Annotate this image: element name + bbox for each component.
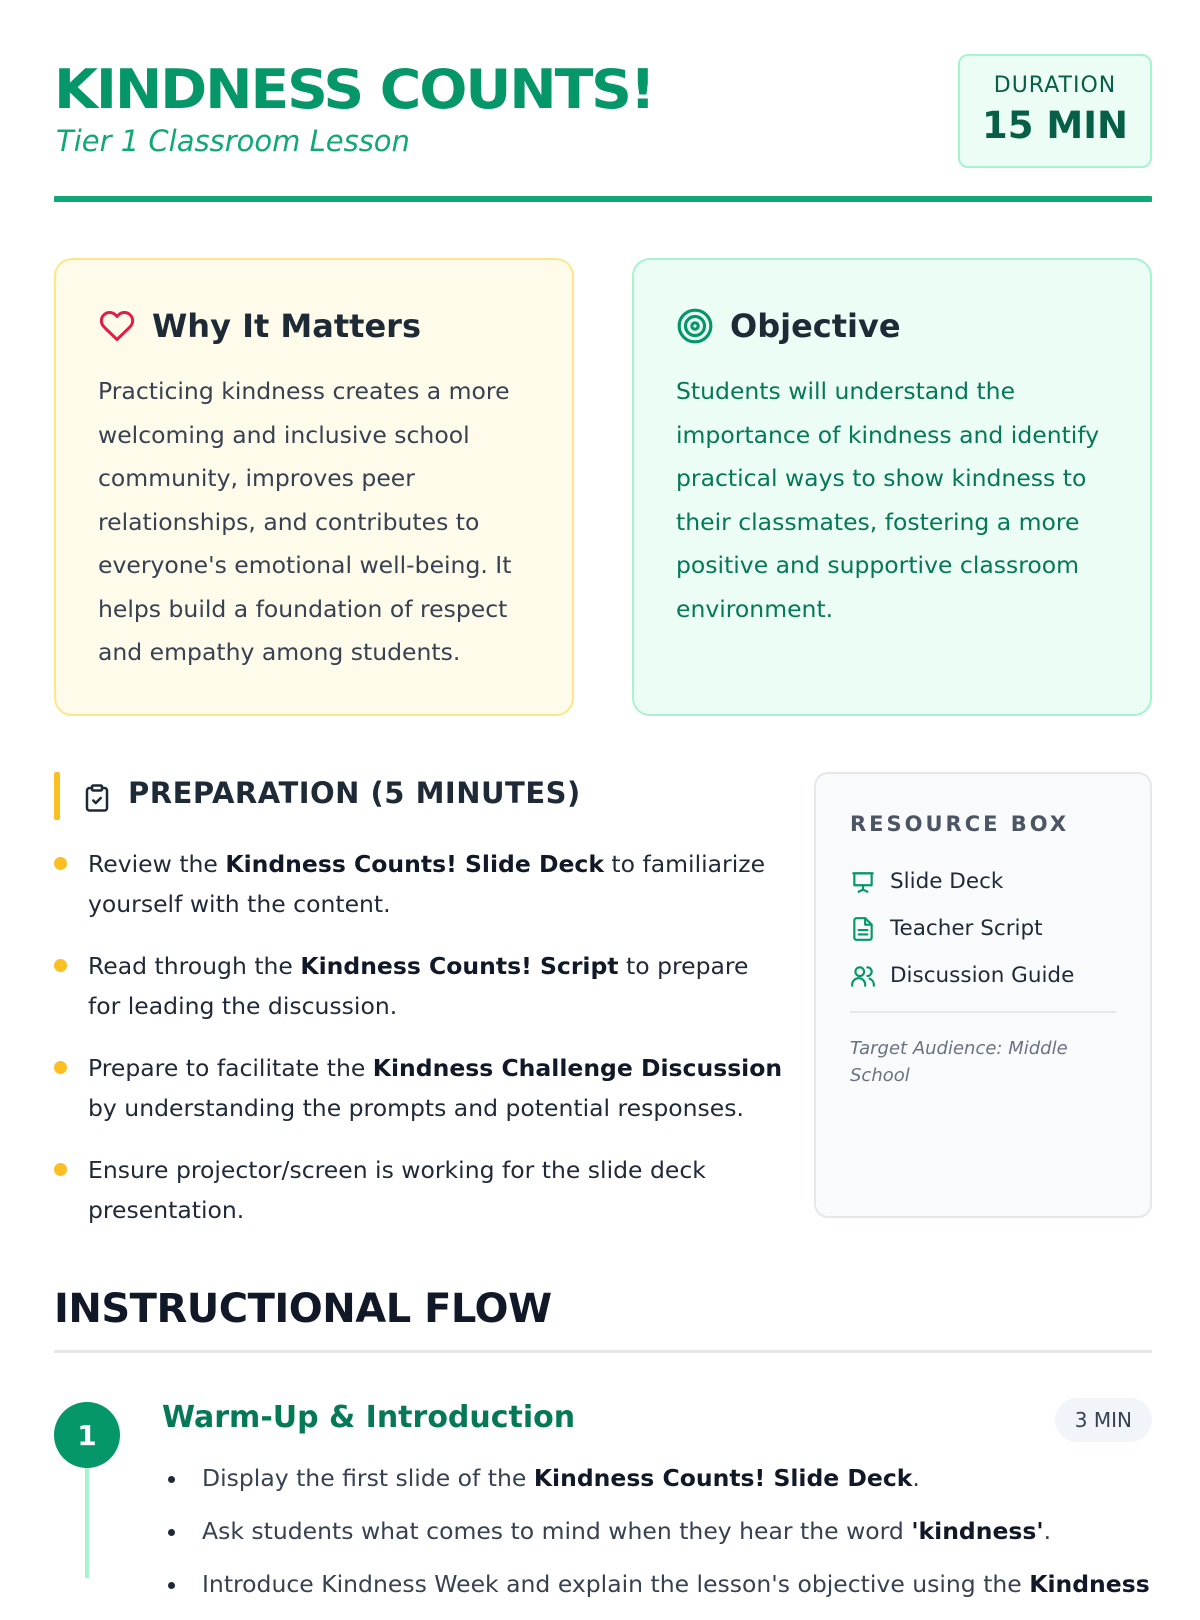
step-list xyxy=(162,1452,1152,1611)
why-body: Practicing kindness creates a more welcoming and inclusive school community, improves peer relationships, and contributes to everyone's emotional well-being. It helps build a foundation of respect and empathy among students. xyxy=(98,377,512,666)
page-subtitle: Tier 1 Classroom Lesson xyxy=(56,124,410,158)
step-time-badge: 3 MIN xyxy=(1055,1398,1152,1442)
list-item xyxy=(162,1452,1152,1505)
document-icon xyxy=(850,916,876,942)
bullet-dot xyxy=(54,1163,67,1176)
item-text: Introduce Kindness Week and explain the lesson's objective using the xyxy=(202,1570,1030,1598)
resource-list xyxy=(850,858,1116,999)
item-text: Read through the xyxy=(88,952,301,980)
list-item xyxy=(54,1150,784,1230)
resource-divider xyxy=(850,1011,1116,1013)
objective-title: Objective xyxy=(730,307,901,345)
target-audience-note: Target Audience: Middle School xyxy=(850,1038,1068,1086)
item-text: to familiarize yourself with the content. xyxy=(88,850,766,918)
resource-box-title: RESOURCE BOX xyxy=(850,812,1070,836)
objective-card xyxy=(632,258,1152,716)
preparation-title: PREPARATION (5 MINUTES) xyxy=(128,776,581,810)
header-divider xyxy=(54,196,1152,202)
list-item xyxy=(54,946,784,1026)
step-title: Warm-Up & Introduction xyxy=(162,1400,576,1435)
item-text: to prepare for leading the discussion. xyxy=(88,952,749,1020)
flow-divider xyxy=(54,1350,1152,1353)
bullet-dot xyxy=(54,857,67,870)
duration-value: 15 MIN xyxy=(982,104,1128,147)
resource-label: Slide Deck xyxy=(890,869,1004,894)
bullet-dot xyxy=(54,959,67,972)
item-emphasis: 'kindness' xyxy=(911,1517,1044,1545)
lesson-page xyxy=(54,0,1152,1598)
list-item xyxy=(162,1505,1152,1558)
resource-box xyxy=(814,772,1152,1218)
preparation-section xyxy=(54,772,784,1224)
item-text: Prepare to facilitate the xyxy=(88,1054,373,1082)
step-connector-line xyxy=(85,1468,89,1578)
step-number-badge: 1 xyxy=(54,1402,120,1468)
resource-label: Teacher Script xyxy=(890,916,1043,941)
lesson-header xyxy=(54,0,1152,200)
item-text: by understanding the prompts and potential responses. xyxy=(88,1094,744,1122)
bullet-dot xyxy=(54,1061,67,1074)
item-text: Ensure projector/screen is working for the slide deck presentation. xyxy=(88,1156,706,1224)
objective-body: Students will understand the importance of kindness and identify practical ways to show kindness to their classmates, fostering a more positive and supportive classroom environment. xyxy=(676,377,1100,623)
item-text: Ask students what comes to mind when they hear the word xyxy=(202,1517,912,1545)
instructional-flow-title: INSTRUCTIONAL FLOW xyxy=(54,1286,552,1332)
presentation-icon xyxy=(850,869,876,895)
item-emphasis: Kindness Counts! Slide Deck xyxy=(533,1464,913,1492)
why-it-matters-card xyxy=(54,258,574,716)
resource-item-discussion-guide[interactable] xyxy=(850,952,1116,999)
why-title: Why It Matters xyxy=(152,307,421,345)
item-emphasis: Kindness xyxy=(1029,1570,1150,1598)
item-emphasis: Kindness Challenge Discussion xyxy=(372,1054,783,1082)
preparation-accent-bar xyxy=(54,772,60,820)
resource-item-slide-deck[interactable] xyxy=(850,858,1116,905)
item-text: Review the xyxy=(88,850,226,878)
preparation-list xyxy=(54,844,784,1252)
page-title: KINDNESS COUNTS! xyxy=(54,58,654,121)
resource-item-teacher-script[interactable] xyxy=(850,905,1116,952)
users-icon xyxy=(850,963,876,989)
item-text: . xyxy=(912,1464,920,1492)
flow-step-1 xyxy=(54,1390,1152,1620)
duration-label: DURATION xyxy=(993,73,1117,98)
list-item xyxy=(54,844,784,924)
clipboard-check-icon xyxy=(82,782,112,814)
item-emphasis: Kindness Counts! Slide Deck xyxy=(225,850,604,878)
item-emphasis: Kindness Counts! Script xyxy=(300,952,619,980)
target-icon xyxy=(676,307,714,345)
item-text: Display the first slide of the xyxy=(202,1464,534,1492)
duration-badge xyxy=(958,54,1152,168)
list-item xyxy=(162,1558,1152,1611)
list-item xyxy=(54,1048,784,1128)
heart-icon xyxy=(98,308,136,344)
resource-label: Discussion Guide xyxy=(890,963,1075,988)
item-text: . xyxy=(1043,1517,1052,1545)
